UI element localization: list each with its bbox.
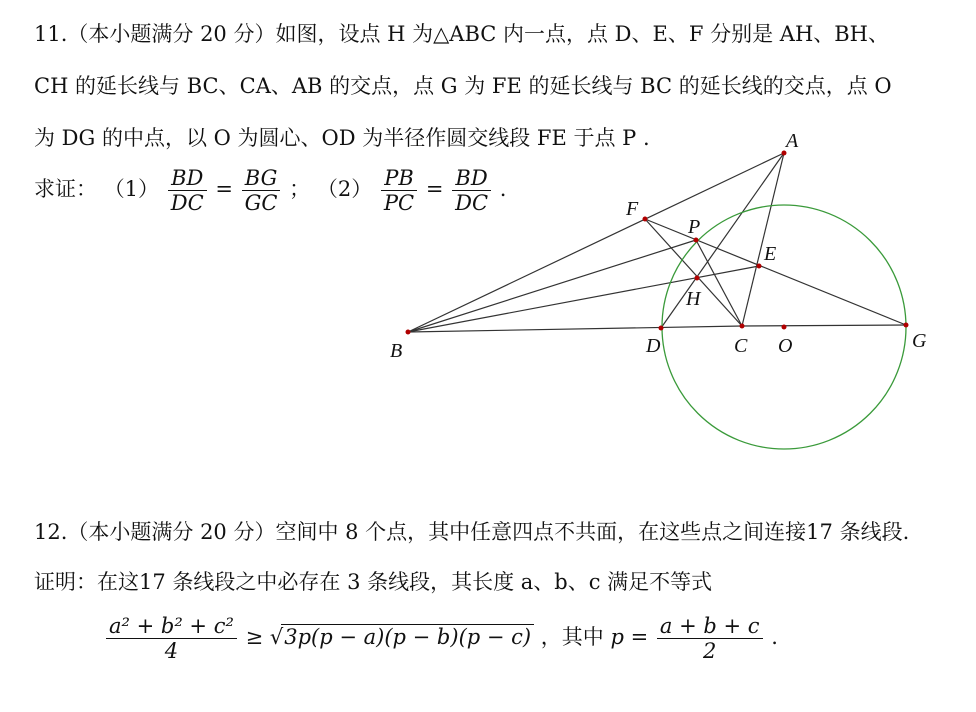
label-o: O xyxy=(778,335,793,357)
fraction-lhs xyxy=(106,614,237,663)
problem12-line2: 证明：在这17 条线段之中必存在 3 条线段，其长度 a、b、c 满足不等式 xyxy=(34,570,713,594)
problem11-line3: 为 DG 的中点，以 O 为圆心、OD 为半径作圆交线段 FE 于点 P . xyxy=(34,126,650,150)
numerator: BD xyxy=(452,166,491,191)
part1-label: （1） xyxy=(103,177,160,202)
point-d xyxy=(659,326,664,331)
fraction-bg-gc xyxy=(242,166,281,215)
circle-o xyxy=(662,205,906,449)
fraction-bd-dc-2 xyxy=(452,166,491,215)
sqrt-sign: √ xyxy=(269,625,284,650)
point-o xyxy=(782,325,787,330)
label-h: H xyxy=(686,288,701,310)
denominator: 2 xyxy=(703,639,717,664)
equals-sign: = xyxy=(215,177,233,202)
problem11-line1: 11.（本小题满分 20 分）如图，设点 H 为△ABC 内一点，点 D、E、F 分别是 AH、BH、 xyxy=(34,22,889,46)
prove-label: 求证： xyxy=(34,177,97,202)
segment-pc xyxy=(696,240,742,326)
segment-be xyxy=(408,266,759,332)
separator: ； xyxy=(289,177,311,202)
numerator: BG xyxy=(242,166,281,191)
label-g: G xyxy=(912,330,927,352)
denominator: 4 xyxy=(164,639,179,664)
numerator: a² + b² + c² xyxy=(106,614,237,639)
label-d: D xyxy=(646,335,661,357)
label-f: F xyxy=(626,198,639,220)
numerator: a + b + c xyxy=(657,614,763,639)
segment-cf xyxy=(645,219,742,326)
point-h xyxy=(695,276,700,281)
point-b xyxy=(406,330,411,335)
label-a: A xyxy=(786,130,799,152)
sqrt-body: 3p(p − a)(p − b)(p − c) xyxy=(281,624,534,649)
equals-sign: = xyxy=(425,177,444,202)
segment-bc xyxy=(408,326,742,332)
denominator: PC xyxy=(383,191,415,216)
problem12-inequality xyxy=(104,614,778,663)
part2-label: （2） xyxy=(316,177,373,202)
fraction-rhs xyxy=(657,614,763,663)
label-e: E xyxy=(764,243,777,265)
segment-ca xyxy=(742,153,784,326)
segment-fg xyxy=(645,219,906,325)
point-a xyxy=(782,151,787,156)
label-p: P xyxy=(688,216,701,238)
numerator: PB xyxy=(381,166,417,191)
problem11-line2: CH 的延长线与 BC、CA、AB 的交点，点 G 为 FE 的延长线与 BC 的延长线的交点，点 O xyxy=(34,74,892,98)
where-text: ，其中 xyxy=(540,625,604,650)
segment-ad xyxy=(661,153,784,328)
point-e xyxy=(757,264,762,269)
problem12-line1: 12.（本小题满分 20 分）空间中 8 个点，其中任意四点不共面，在这些点之间连接17 条线段. xyxy=(34,520,910,544)
segment-bp xyxy=(408,240,696,332)
point-g xyxy=(904,323,909,328)
denominator: DC xyxy=(170,191,204,216)
label-c: C xyxy=(734,335,748,357)
point-f xyxy=(643,217,648,222)
segment-cg xyxy=(742,325,906,326)
point-p xyxy=(694,238,699,243)
fraction-pb-pc xyxy=(381,166,417,215)
p-equals: p = xyxy=(610,625,649,650)
label-b: B xyxy=(390,340,403,362)
point-c xyxy=(740,324,745,329)
ge-sign: ≥ xyxy=(245,625,264,650)
denominator: DC xyxy=(455,191,489,216)
denominator: GC xyxy=(244,191,278,216)
end-period: . xyxy=(771,625,778,650)
problem11-prove-line xyxy=(34,166,506,215)
end-period: . xyxy=(499,177,507,202)
fraction-bd-dc xyxy=(168,166,207,215)
numerator: BD xyxy=(168,166,207,191)
